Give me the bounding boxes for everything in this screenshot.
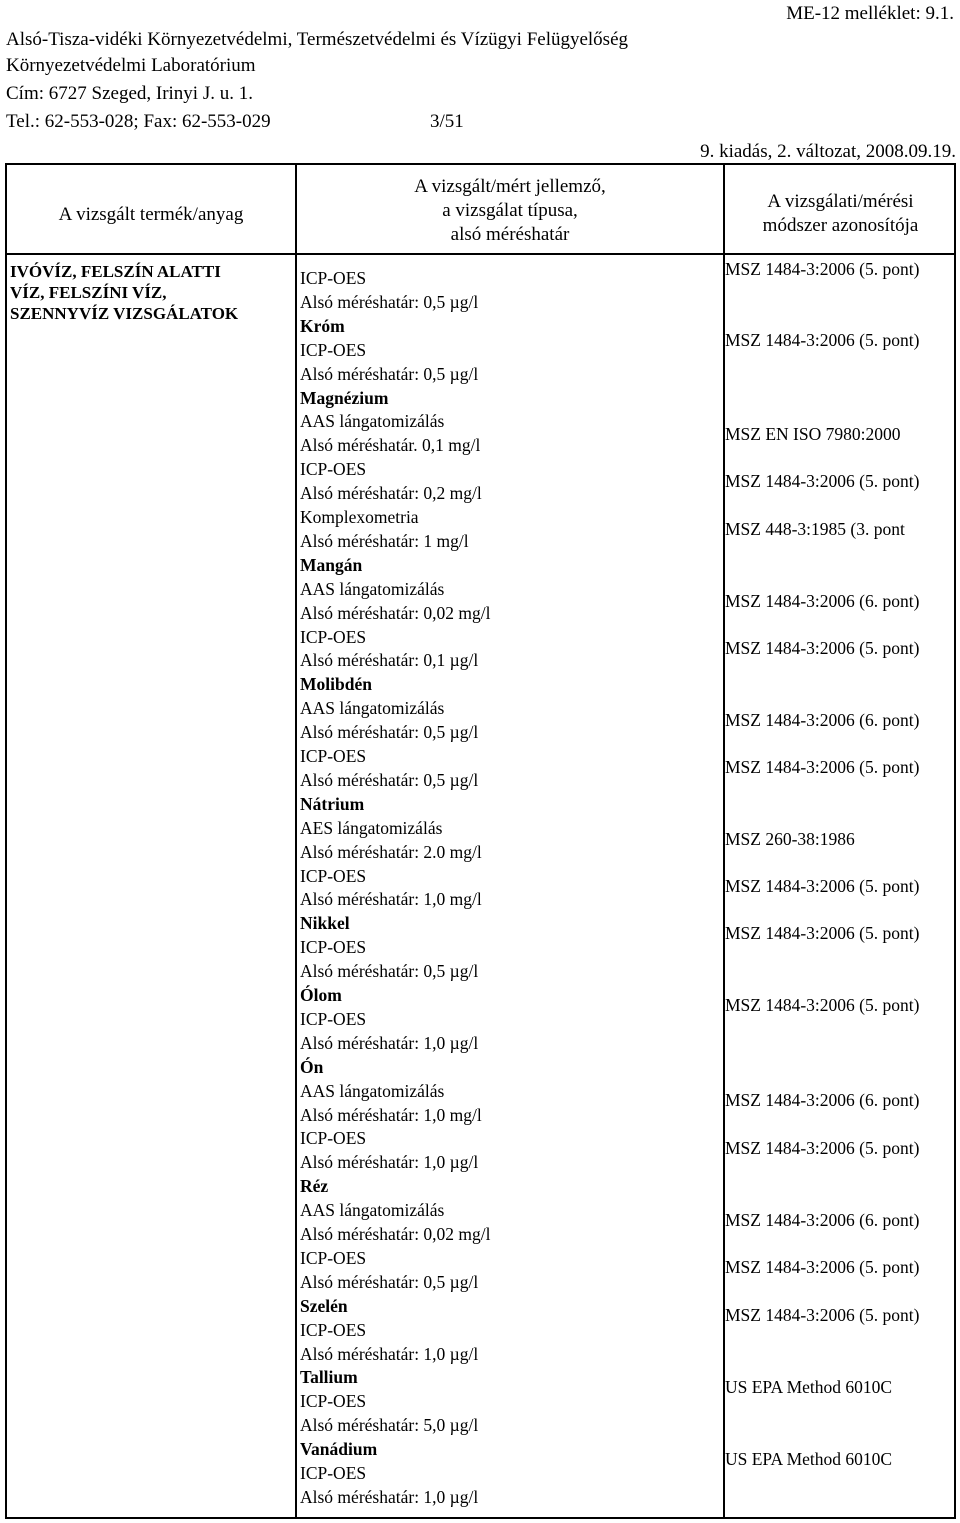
phone-fax: Tel.: 62-553-028; Fax: 62-553-029 [6,111,271,132]
method-id: MSZ 1484-3:2006 (5. pont) [725,471,920,491]
annex-label: ME-12 melléklet: 9.1. [786,3,954,24]
parameter-name: Mangán [300,554,363,575]
parameter-detail: ICP-OES [300,339,367,360]
parameter-detail: AAS lángatomizálás [300,578,445,599]
method-id: MSZ 1484-3:2006 (5. pont) [725,638,920,658]
method-id: MSZ 1484-3:2006 (5. pont) [725,923,920,943]
parameter-detail: Alsó méréshatár: 0,02 mg/l [300,1224,491,1244]
method-id: MSZ 1484-3:2006 (5. pont) [725,259,920,279]
method-id: MSZ 260-38:1986 [725,829,855,849]
method-id: MSZ 1484-3:2006 (6. pont) [725,710,920,730]
parameter-detail: Alsó méréshatár: 0,5 µg/l [300,1271,479,1292]
parameter-name: Ólom [300,985,342,1005]
parameter-detail: ICP-OES [300,1128,367,1149]
parameter-detail: Alsó méréshatár: 2.0 mg/l [300,841,482,862]
method-id: MSZ 1484-3:2006 (6. pont) [725,1090,920,1110]
parameter-detail: Alsó méréshatár. 0,1 mg/l [300,435,481,456]
parameter-detail: AAS lángatomizálás [300,1200,445,1221]
parameter-detail: ICP-OES [300,937,367,958]
parameter-detail: Alsó méréshatár: 1,0 µg/l [300,1343,479,1364]
parameter-name: Molibdén [300,674,372,695]
parameter-detail: Alsó méréshatár: 5,0 µg/l [300,1415,479,1436]
method-id: US EPA Method 6010C [725,1449,893,1469]
parameter-detail: Alsó méréshatár: 1,0 mg/l [300,889,482,910]
product-line: IVÓVÍZ, FELSZÍN ALATTI [10,262,221,281]
parameter-name: Ón [300,1056,324,1077]
edition-label: 9. kiadás, 2. változat, 2008.09.19. [700,141,956,162]
parameter-detail: Alsó méréshatár: 0,5 µg/l [300,722,479,743]
parameter-detail: Alsó méréshatár: 0,2 mg/l [300,483,482,504]
column-header-feature-line: a vizsgálat típusa, [442,200,578,221]
address: Cím: 6727 Szeged, Irinyi J. u. 1. [6,83,253,104]
method-id: MSZ 1484-3:2006 (5. pont) [725,995,920,1015]
parameter-detail: Alsó méréshatár: 1,0 µg/l [300,1152,479,1173]
parameter-detail: Alsó méréshatár: 0,1 µg/l [300,650,479,671]
parameter-detail: Komplexometria [300,507,419,527]
parameter-name: Vanádium [300,1439,378,1460]
method-id: MSZ 1484-3:2006 (5. pont) [725,1257,920,1277]
parameter-detail: Alsó méréshatár: 1 mg/l [300,530,469,551]
parameter-detail: AAS lángatomizálás [300,1080,445,1101]
parameter-detail: ICP-OES [300,746,367,766]
parameter-detail: Alsó méréshatár: 1,0 µg/l [300,1032,479,1053]
parameter-detail: AES lángatomizálás [300,817,443,838]
method-id: US EPA Method 6010C [725,1377,893,1397]
parameter-detail: Alsó méréshatár: 1,0 µg/l [300,1486,479,1507]
parameter-detail: ICP-OES [300,1391,367,1412]
parameter-detail: Alsó méréshatár: 0,5 µg/l [300,363,479,384]
parameter-detail: AAS lángatomizálás [300,411,445,432]
column-header-feature-line: alsó méréshatár [450,224,570,245]
parameter-name: Szelén [300,1295,348,1316]
method-id: MSZ 1484-3:2006 (5. pont) [725,876,920,896]
column-header-method-line: módszer azonosítója [762,215,919,236]
parameter-detail: ICP-OES [300,1463,367,1483]
column-divider [295,165,297,1517]
parameter-name: Nátrium [300,793,365,814]
parameter-detail: Alsó méréshatár: 0,5 µg/l [300,961,479,982]
method-id: MSZ 1484-3:2006 (5. pont) [725,1138,920,1158]
method-id: MSZ 1484-3:2006 (6. pont) [725,591,920,611]
parameter-detail: ICP-OES [300,1247,367,1268]
organization-name: Alsó-Tisza-vidéki Környezetvédelmi, Természetvédelmi és Vízügyi Felügyelőség [6,29,629,50]
column-header-feature-line: A vizsgált/mért jellemző, [414,176,606,197]
column-header-method-line: A vizsgálati/mérési [767,191,914,212]
header-divider [7,253,954,255]
parameter-name: Magnézium [300,387,389,408]
parameter-detail: Alsó méréshatár: 1,0 mg/l [300,1104,482,1125]
parameter-detail: Alsó méréshatár: 0,5 µg/l [300,769,479,790]
page-number: 3/51 [430,111,464,132]
parameter-detail: ICP-OES [300,1008,367,1029]
product-cell [10,261,238,324]
parameter-detail: Alsó méréshatár: 0,5 µg/l [300,291,479,312]
method-id: MSZ 1484-3:2006 (5. pont) [725,1305,920,1325]
method-id: MSZ 448-3:1985 (3. pont [725,519,905,539]
product-line: SZENNYVÍZ VIZSGÁLATOK [10,304,239,323]
parameter-detail: ICP-OES [300,268,367,288]
parameter-name: Tallium [300,1367,358,1388]
parameter-detail: Alsó méréshatár: 0,02 mg/l [300,602,491,623]
method-id: MSZ 1484-3:2006 (5. pont) [725,757,920,777]
parameter-detail: ICP-OES [300,626,367,647]
method-id: MSZ 1484-3:2006 (6. pont) [725,1210,920,1230]
column-header-feature [297,175,723,247]
product-line: VÍZ, FELSZÍNI VÍZ, [10,283,167,302]
parameter-detail: ICP-OES [300,459,367,480]
column-header-product: A vizsgált termék/anyag [58,204,244,225]
column-header-method [725,190,956,238]
parameter-name: Nikkel [300,913,350,934]
parameter-name: Króm [300,315,345,336]
parameter-detail: AAS lángatomizálás [300,698,445,719]
parameter-name: Réz [300,1176,329,1197]
method-id: MSZ EN ISO 7980:2000 [725,424,901,444]
laboratory-name: Környezetvédelmi Laboratórium [6,55,256,76]
parameter-detail: ICP-OES [300,1319,367,1340]
method-id: MSZ 1484-3:2006 (5. pont) [725,330,920,350]
parameter-detail: ICP-OES [300,865,367,886]
